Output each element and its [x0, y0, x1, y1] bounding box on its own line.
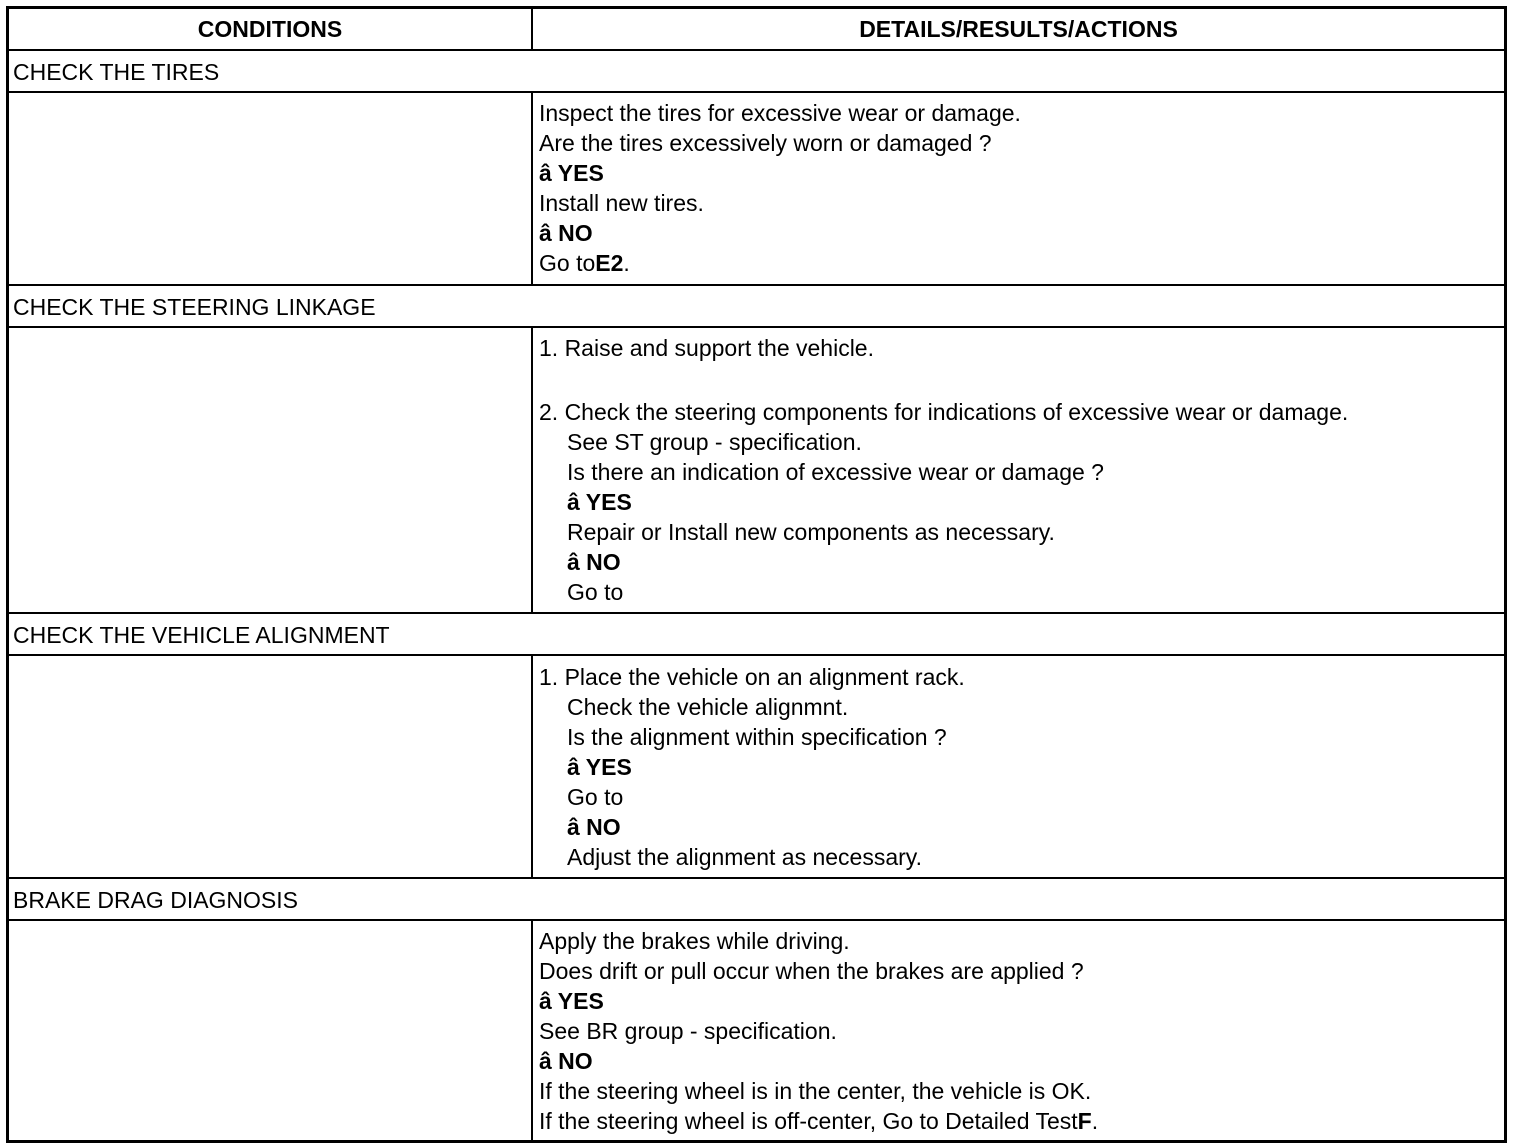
detail-line: If the steering wheel is in the center, the vehicle is OK.: [539, 1078, 1092, 1104]
detail-line: 1. Raise and support the vehicle.: [539, 335, 874, 361]
yes-label: â YES: [539, 160, 604, 186]
diagnostic-table: [6, 6, 1507, 1143]
column-divider: [531, 919, 533, 1140]
column-divider: [531, 91, 533, 284]
row-divider: [9, 284, 1504, 286]
row-divider: [9, 919, 1504, 921]
header-details: DETAILS/RESULTS/ACTIONS: [859, 16, 1178, 42]
detail-line: [539, 1106, 1098, 1136]
no-label: â NO: [567, 549, 621, 575]
detailed-test-text: If the steering wheel is off-center, Go to Detailed Test: [539, 1108, 1078, 1134]
detail-line: Install new tires.: [539, 190, 704, 216]
period: .: [1091, 1108, 1099, 1134]
row-divider: [9, 326, 1504, 328]
section-details-steering: [539, 333, 1348, 607]
detail-line: Are the tires excessively worn or damaged ?: [539, 130, 992, 156]
row-divider: [9, 91, 1504, 93]
row-divider: [9, 49, 1504, 51]
detail-line: Check the vehicle alignmnt.: [567, 694, 849, 720]
header-conditions: CONDITIONS: [197, 16, 343, 42]
yes-label: â YES: [567, 754, 632, 780]
detail-line: Is the alignment within specification ?: [567, 724, 947, 750]
section-title-steering: CHECK THE STEERING LINKAGE: [13, 294, 376, 320]
period: .: [623, 250, 630, 276]
detail-line: Inspect the tires for excessive wear or damage.: [539, 100, 1021, 126]
yes-label: â YES: [567, 489, 632, 515]
test-reference: F: [1077, 1108, 1092, 1134]
detail-line: Go to: [567, 784, 624, 810]
row-divider: [9, 877, 1504, 879]
section-details-tires: [539, 98, 1021, 278]
column-divider: [531, 654, 533, 877]
section-details-alignment: [539, 662, 965, 872]
detail-line: See ST group - specification.: [567, 429, 862, 455]
detail-line: Does drift or pull occur when the brakes are applied ?: [539, 958, 1084, 984]
detail-line: 1. Place the vehicle on an alignment rack.: [539, 664, 965, 690]
section-title-alignment: CHECK THE VEHICLE ALIGNMENT: [13, 622, 390, 648]
column-divider: [531, 326, 533, 612]
detail-line: Adjust the alignment as necessary.: [567, 844, 922, 870]
step-reference: E2: [595, 250, 624, 276]
detail-line: See BR group - specification.: [539, 1018, 837, 1044]
detail-line: Repair or Install new components as necessary.: [567, 519, 1055, 545]
row-divider: [9, 654, 1504, 656]
no-label: â NO: [539, 1048, 593, 1074]
section-details-brake-drag: [539, 926, 1098, 1136]
goto-text: Go to: [539, 250, 596, 276]
detail-line: [539, 248, 1021, 278]
detail-line: Is there an indication of excessive wear or damage ?: [567, 459, 1104, 485]
detail-line: Go to: [567, 579, 624, 605]
no-label: â NO: [539, 220, 593, 246]
column-divider: [531, 9, 533, 49]
no-label: â NO: [567, 814, 621, 840]
yes-label: â YES: [539, 988, 604, 1014]
detail-line: Apply the brakes while driving.: [539, 928, 850, 954]
detail-line: 2. Check the steering components for indications of excessive wear or damage.: [539, 399, 1349, 425]
section-title-brake-drag: BRAKE DRAG DIAGNOSIS: [13, 887, 299, 913]
section-title-tires: CHECK THE TIRES: [13, 59, 220, 85]
row-divider: [9, 612, 1504, 614]
